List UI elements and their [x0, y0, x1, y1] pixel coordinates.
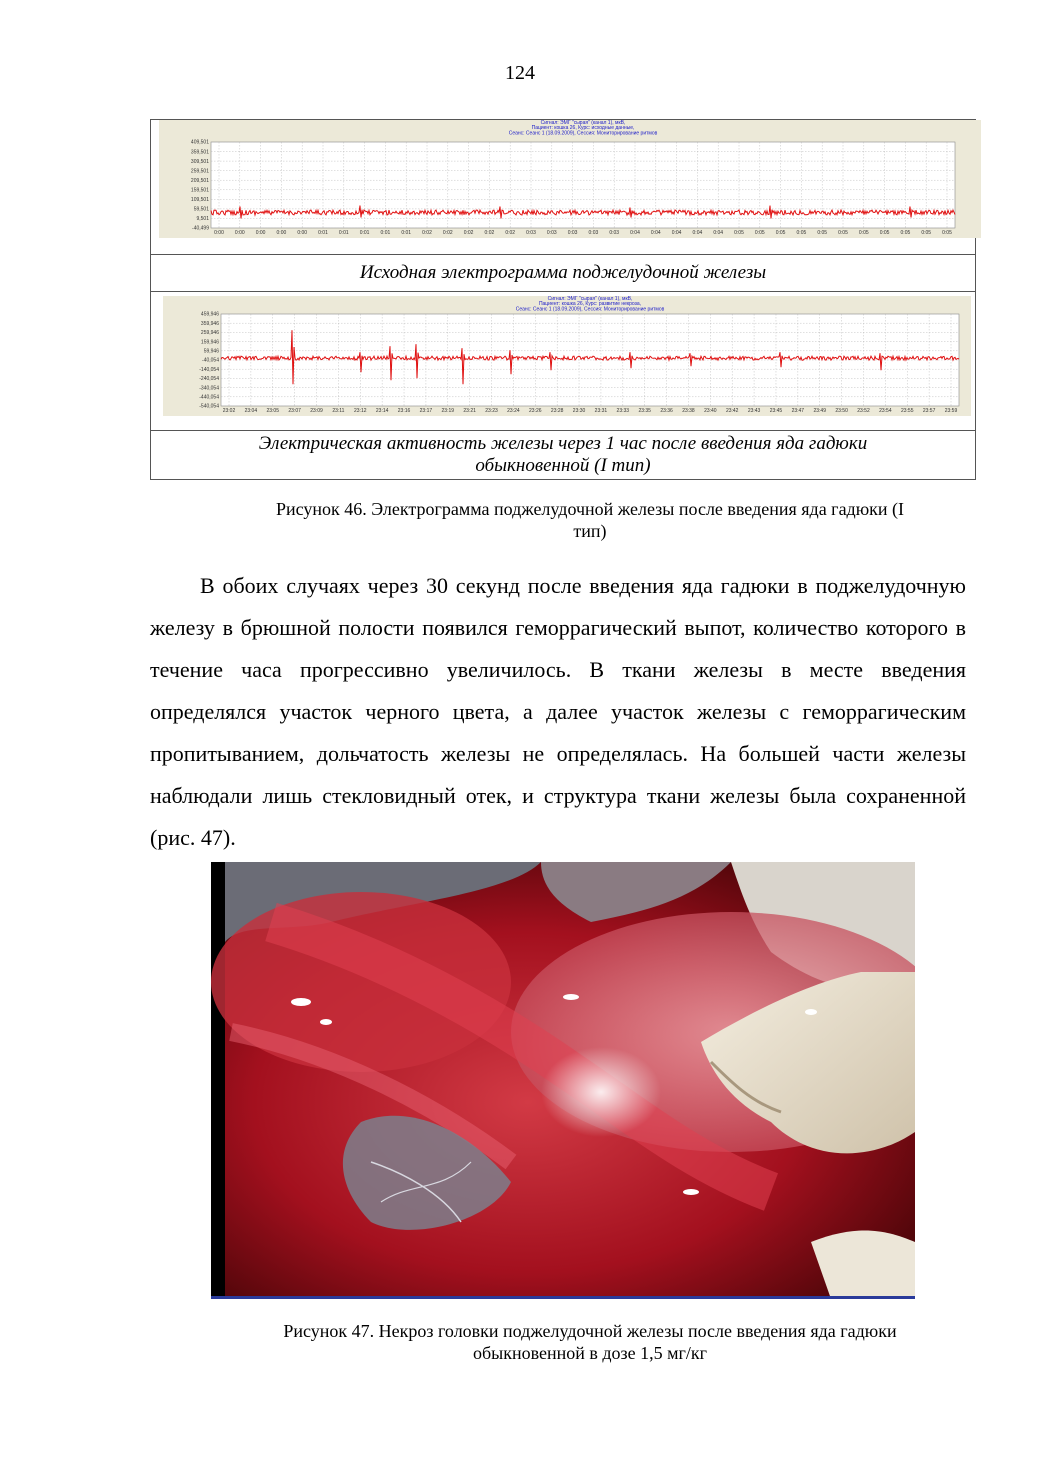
x-tick-label: 23:24 — [507, 408, 520, 414]
x-tick-label: 0:02 — [463, 230, 474, 236]
x-tick-label: 0:05 — [879, 230, 890, 236]
x-tick-label: 0:04 — [713, 230, 724, 236]
x-tick-label: 0:05 — [754, 230, 765, 236]
x-tick-label: 23:19 — [441, 408, 455, 414]
y-tick-label: -540,054 — [199, 403, 219, 410]
x-tick-label: 0:03 — [609, 230, 620, 236]
chart-header-line: Пациент: кошка 26, Курс: исходные данные, — [531, 125, 635, 132]
chart2-cell — [151, 292, 976, 431]
y-tick-label: 259,501 — [190, 168, 209, 175]
x-tick-label: 0:03 — [588, 230, 599, 236]
y-tick-label: 9,501 — [196, 216, 209, 223]
x-tick-label: 0:04 — [671, 230, 682, 236]
x-tick-label: 23:40 — [704, 408, 717, 414]
x-tick-label: 0:04 — [650, 230, 661, 236]
y-tick-label: 409,501 — [190, 139, 209, 146]
necrosis-photo — [211, 862, 915, 1299]
x-tick-label: 23:09 — [310, 408, 323, 414]
y-tick-label: -40,054 — [202, 357, 219, 364]
x-tick-label: 0:00 — [234, 230, 245, 236]
y-tick-label: -440,054 — [199, 394, 219, 401]
figure-46-caption — [220, 498, 960, 542]
x-tick-label: 0:00 — [255, 230, 266, 236]
x-tick-label: 0:03 — [567, 230, 578, 236]
x-tick-label: 0:00 — [297, 230, 308, 236]
chart-header-line: Сигнал: ЭМГ "сырая" (канал 1), мкВ, — [547, 296, 633, 302]
figure-47-caption — [220, 1320, 960, 1364]
electrogram-chart-2 — [163, 296, 971, 416]
y-tick-label: 209,501 — [190, 177, 209, 184]
x-tick-label: 23:21 — [463, 408, 476, 414]
x-tick-label: 0:05 — [796, 230, 807, 236]
y-tick-label: 359,946 — [200, 320, 219, 327]
x-tick-label: 23:59 — [944, 408, 958, 414]
x-tick-label: 23:02 — [222, 408, 236, 414]
x-tick-label: 23:33 — [616, 408, 630, 414]
chart2-caption-line1: Электрическая активность железы через 1 час после введения яда гадюки — [258, 433, 868, 454]
x-tick-label: 0:01 — [401, 230, 412, 236]
y-tick-label: 59,946 — [203, 348, 219, 355]
x-tick-label: 23:04 — [244, 408, 258, 414]
chart1-cell — [151, 120, 976, 255]
y-tick-label: -40,499 — [192, 225, 209, 232]
y-tick-label: 159,946 — [200, 339, 219, 346]
x-tick-label: 23:14 — [375, 408, 389, 414]
y-tick-label: 309,501 — [190, 158, 209, 165]
x-tick-label: 0:00 — [214, 230, 224, 236]
necrosis-photo-image — [211, 862, 915, 1299]
y-tick-label: 159,501 — [190, 187, 209, 194]
x-tick-label: 0:01 — [359, 230, 370, 236]
x-tick-label: 23:17 — [419, 408, 433, 414]
x-tick-label: 0:01 — [380, 230, 391, 236]
x-tick-label: 23:05 — [266, 408, 280, 414]
x-tick-label: 23:26 — [529, 408, 542, 414]
x-tick-label: 23:38 — [682, 408, 695, 414]
x-tick-label: 0:05 — [942, 230, 952, 236]
chart1-caption: Исходная электрограмма поджелудочной железы — [151, 255, 976, 292]
x-tick-label: 0:00 — [276, 230, 287, 236]
chart-header-line: Сеанс: Сеанс 1 (18.09.2009), Сессия: Мониторирование ритмов — [515, 306, 665, 313]
x-tick-label: 23:43 — [747, 408, 761, 414]
chart2-caption-line2: обыкновенной (I тип) — [475, 455, 651, 476]
x-tick-label: 23:30 — [572, 408, 586, 414]
figure-46-caption-line2: тип) — [573, 521, 607, 541]
figure-46-table — [150, 119, 976, 480]
y-tick-label: -140,054 — [199, 366, 219, 373]
x-tick-label: 23:49 — [813, 408, 826, 414]
y-tick-label: 359,501 — [190, 149, 209, 156]
x-tick-label: 23:28 — [550, 408, 564, 414]
figure-47-caption-line1: Рисунок 47. Некроз головки поджелудочной железы после введения яда гадюки — [283, 1321, 897, 1341]
x-tick-label: 0:05 — [775, 230, 786, 236]
x-tick-label: 0:02 — [422, 230, 432, 236]
x-tick-label: 0:02 — [442, 230, 453, 236]
x-tick-label: 23:07 — [288, 408, 301, 414]
x-tick-label: 0:05 — [734, 230, 744, 236]
x-tick-label: 0:02 — [484, 230, 495, 236]
electrogram-chart-1 — [159, 120, 981, 238]
x-tick-label: 23:45 — [769, 408, 783, 414]
x-tick-label: 23:55 — [900, 408, 914, 414]
body-paragraph: В обоих случаях через 30 секунд после введения яда гадюки в поджелудочную железу в брюшной полости появился геморрагический выпот, количество которого в течение часа прогрессивно увеличилось. В ткани железы в месте введения определялся участок черного цвета, а далее участок железы с геморрагическим пропитыванием, дольчатость железы не определялась. На большей части железы наблюдали лишь стекловидный отек, и структура ткани железы была сохраненной (рис. 47). — [150, 573, 966, 850]
chart2-caption — [151, 431, 976, 480]
page-number: 124 — [505, 62, 535, 84]
y-tick-label: 459,946 — [200, 311, 219, 318]
x-tick-label: 0:05 — [838, 230, 848, 236]
chart-header-line: Сигнал: ЭМГ "сырая" (канал 1), мкВ, — [540, 120, 626, 126]
x-tick-label: 23:23 — [485, 408, 498, 414]
chart1-frame — [159, 120, 981, 238]
x-tick-label: 0:03 — [546, 230, 557, 236]
x-tick-label: 23:57 — [922, 408, 936, 414]
x-tick-label: 0:01 — [318, 230, 328, 236]
x-tick-label: 0:04 — [630, 230, 640, 236]
x-tick-label: 23:35 — [638, 408, 651, 414]
x-tick-label: 23:52 — [857, 408, 870, 414]
x-tick-label: 23:47 — [791, 408, 805, 414]
x-tick-label: 23:31 — [594, 408, 608, 414]
x-tick-label: 0:04 — [692, 230, 703, 236]
x-tick-label: 23:11 — [332, 408, 345, 414]
x-tick-label: 23:12 — [354, 408, 367, 414]
x-tick-label: 23:36 — [660, 408, 673, 414]
x-tick-label: 23:50 — [835, 408, 848, 414]
chart-header-line: Сеанс: Сеанс 1 (18.09.2009), Сессия: Мониторирование ритмов — [508, 130, 658, 137]
figure-47-caption-line2: обыкновенной в дозе 1,5 мг/кг — [472, 1343, 708, 1363]
figure-46-caption-line1: Рисунок 46. Электрограмма поджелудочной железы после введения яда гадюки (I — [275, 499, 905, 519]
y-tick-label: -340,054 — [199, 385, 219, 392]
x-tick-label: 23:16 — [397, 408, 411, 414]
x-tick-label: 0:05 — [817, 230, 828, 236]
x-tick-label: 0:03 — [526, 230, 536, 236]
y-tick-label: 59,501 — [193, 206, 209, 213]
x-tick-label: 0:05 — [858, 230, 869, 236]
chart-header-line: Пациент: кошка 26, Курс: развитие некроза, — [538, 301, 642, 308]
y-tick-label: 109,501 — [190, 197, 209, 204]
x-tick-label: 23:54 — [879, 408, 892, 414]
x-tick-label: 0:01 — [338, 230, 349, 236]
x-tick-label: 0:05 — [900, 230, 911, 236]
x-tick-label: 0:02 — [505, 230, 516, 236]
y-tick-label: 259,946 — [200, 330, 219, 337]
y-tick-label: -240,054 — [199, 376, 219, 383]
x-tick-label: 23:42 — [725, 408, 739, 414]
x-tick-label: 0:05 — [921, 230, 932, 236]
chart2-frame — [163, 296, 971, 416]
body-text — [150, 565, 966, 859]
